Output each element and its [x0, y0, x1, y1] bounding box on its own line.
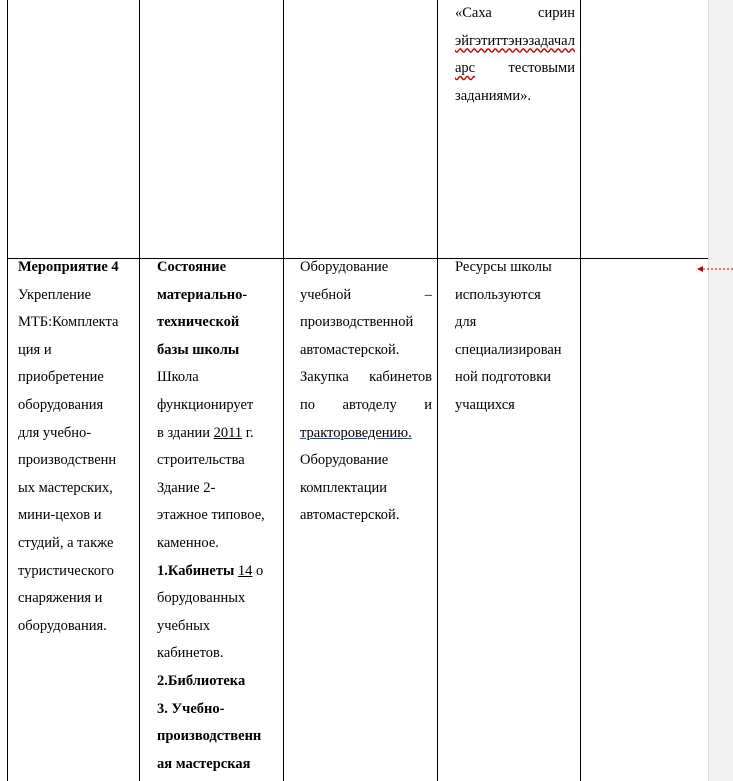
column-divider-1: [139, 0, 140, 781]
table-border-left: [7, 0, 8, 781]
text-line: Состояние: [157, 259, 227, 275]
text-line: для: [455, 314, 477, 331]
section-label: производственн: [157, 728, 262, 745]
action-cell: [300, 254, 432, 530]
column-divider-4: [580, 0, 581, 781]
text-line: Ресурсы школы: [455, 259, 552, 275]
text-line: г.: [245, 424, 254, 441]
text-line: МТБ:Комплекта: [18, 314, 119, 331]
text-line: строительства: [157, 452, 245, 469]
text-line: базы школы: [157, 341, 240, 358]
text-line: Школа: [157, 369, 199, 386]
text-line: о: [256, 562, 264, 579]
text-line: туристического: [18, 562, 114, 579]
top-row-col4-cell: [455, 0, 575, 110]
text-line: студий, а также: [18, 534, 114, 551]
text-line: учебной: [300, 286, 352, 303]
status-cell: [157, 254, 281, 778]
section-label: ая мастерская: [157, 755, 251, 772]
activity-cell: [18, 254, 138, 640]
text-line: ых мастерских,: [18, 479, 113, 496]
text-line: –: [424, 286, 432, 303]
text-line: борудованных: [157, 590, 246, 607]
text-line: Оборудование: [300, 259, 389, 275]
misspelled-word: арс: [455, 60, 476, 77]
activity-title: Мероприятие 4: [18, 259, 119, 275]
text-line: и: [424, 396, 433, 413]
text-line: «Саха: [455, 5, 492, 21]
text-line: кабинетов.: [157, 645, 224, 662]
column-divider-2: [283, 0, 284, 781]
text-line: этажное типовое,: [157, 507, 265, 524]
section-label: 2.Библиотека: [157, 672, 246, 689]
text-line: Оборудование: [300, 452, 389, 469]
section-label: 3. Учебно-: [157, 700, 225, 717]
text-line: тестовыми: [508, 60, 575, 77]
misspelled-word: эйгэтиттэнэзадачал: [455, 32, 575, 49]
text-line: комплектации: [300, 479, 387, 496]
grammar-flagged-word: трактороведению.: [300, 424, 412, 441]
comment-margin: [708, 0, 733, 781]
text-line: Укрепление: [18, 286, 92, 303]
text-line: Здание 2-: [157, 479, 216, 496]
text-line: оборудования: [18, 396, 104, 413]
text-line: используются: [455, 286, 541, 303]
comment-anchor-arrow-icon[interactable]: [697, 265, 733, 273]
result-cell: [455, 254, 577, 420]
text-line: сирин: [538, 5, 575, 21]
text-line: функционирует: [157, 396, 254, 413]
text-line: ция и: [18, 341, 52, 358]
text-line: учащихся: [455, 396, 515, 413]
text-line: по: [300, 396, 316, 413]
text-line: приобретение: [18, 369, 104, 386]
text-line: производственной: [300, 314, 414, 331]
text-line: кабинетов: [369, 369, 432, 386]
section-label: 1.Кабинеты: [157, 562, 235, 579]
cabinet-count: 14: [237, 562, 253, 579]
text-line: для учебно-: [18, 424, 92, 441]
text-line: заданиями».: [455, 87, 531, 104]
text-line: ной подготовки: [455, 369, 552, 386]
text-line: каменное.: [157, 534, 219, 551]
text-line: снаряжения и: [18, 590, 103, 607]
text-line: мини-цехов и: [18, 507, 102, 524]
text-line: производственн: [18, 452, 117, 469]
text-line: автомастерской.: [300, 507, 400, 524]
text-line: технической: [157, 314, 240, 331]
text-line: в здании: [157, 424, 211, 441]
text-line: специализирован: [455, 341, 562, 358]
text-line: Закупка: [300, 369, 349, 386]
text-line: учебных: [157, 617, 211, 634]
year-value: 2011: [213, 424, 243, 441]
text-line: автоделу: [342, 396, 397, 413]
text-line: оборудования.: [18, 617, 107, 634]
column-divider-3: [437, 0, 438, 781]
text-line: материально-: [157, 286, 248, 303]
text-line: автомастерской.: [300, 341, 400, 358]
